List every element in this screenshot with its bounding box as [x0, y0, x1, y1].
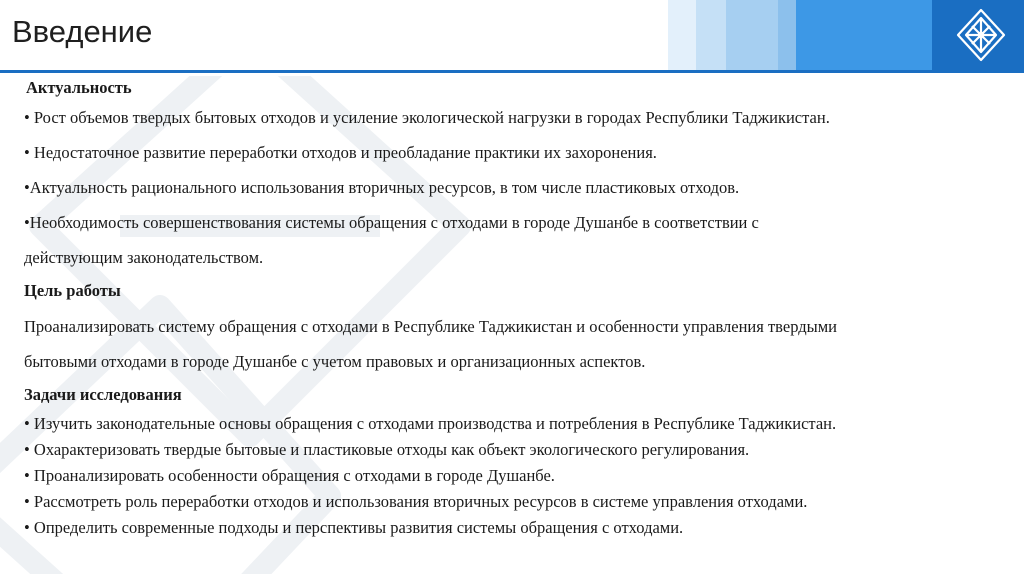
task-item: • Охарактеризовать твердые бытовые и пластиковые отходы как объект экологического регулирования.	[24, 440, 750, 459]
task-item: • Рассмотреть роль переработки отходов и использования вторичных ресурсов в системе управления отходами.	[24, 492, 808, 511]
slide-title: Введение	[12, 14, 153, 49]
aktualnost-item: • Рост объемов твердых бытовых отходов и усиление экологической нагрузки в городах Республики Таджикистан.	[24, 108, 830, 127]
header-stripe	[696, 0, 726, 70]
aktualnost-item: •Актуальность рационального использования вторичных ресурсов, в том числе пластиковых отходов.	[24, 178, 740, 197]
header-divider	[0, 70, 1024, 73]
header-stripe	[668, 0, 696, 70]
aktualnost-item: •Необходимость совершенствования системы обращения с отходами в городе Душанбе в соответствии с	[24, 213, 759, 232]
goal-text-continued: бытовыми отходами в городе Душанбе с учетом правовых и организационных аспектов.	[24, 352, 646, 371]
slide-header	[0, 0, 1024, 70]
header-stripe	[796, 0, 932, 70]
aktualnost-item-continued: действующим законодательством.	[24, 248, 264, 267]
section-heading-goal: Цель работы	[24, 281, 121, 300]
task-item: • Проанализировать особенности обращения с отходами в городе Душанбе.	[24, 466, 555, 485]
header-stripe	[726, 0, 778, 70]
task-item: • Изучить законодательные основы обращения с отходами производства и потребления в Республике Таджикистан.	[24, 414, 837, 433]
section-heading-tasks: Задачи исследования	[24, 385, 182, 404]
university-logo-icon	[952, 6, 1010, 64]
goal-text: Проанализировать систему обращения с отходами в Республике Таджикистан и особенности управления твердыми	[24, 317, 837, 336]
task-item: • Определить современные подходы и перспективы развития системы обращения с отходами.	[24, 518, 684, 537]
header-stripe	[778, 0, 796, 70]
section-heading-aktualnost: Актуальность	[26, 78, 132, 97]
aktualnost-item: • Недостаточное развитие переработки отходов и преобладание практики их захоронения.	[24, 143, 657, 162]
